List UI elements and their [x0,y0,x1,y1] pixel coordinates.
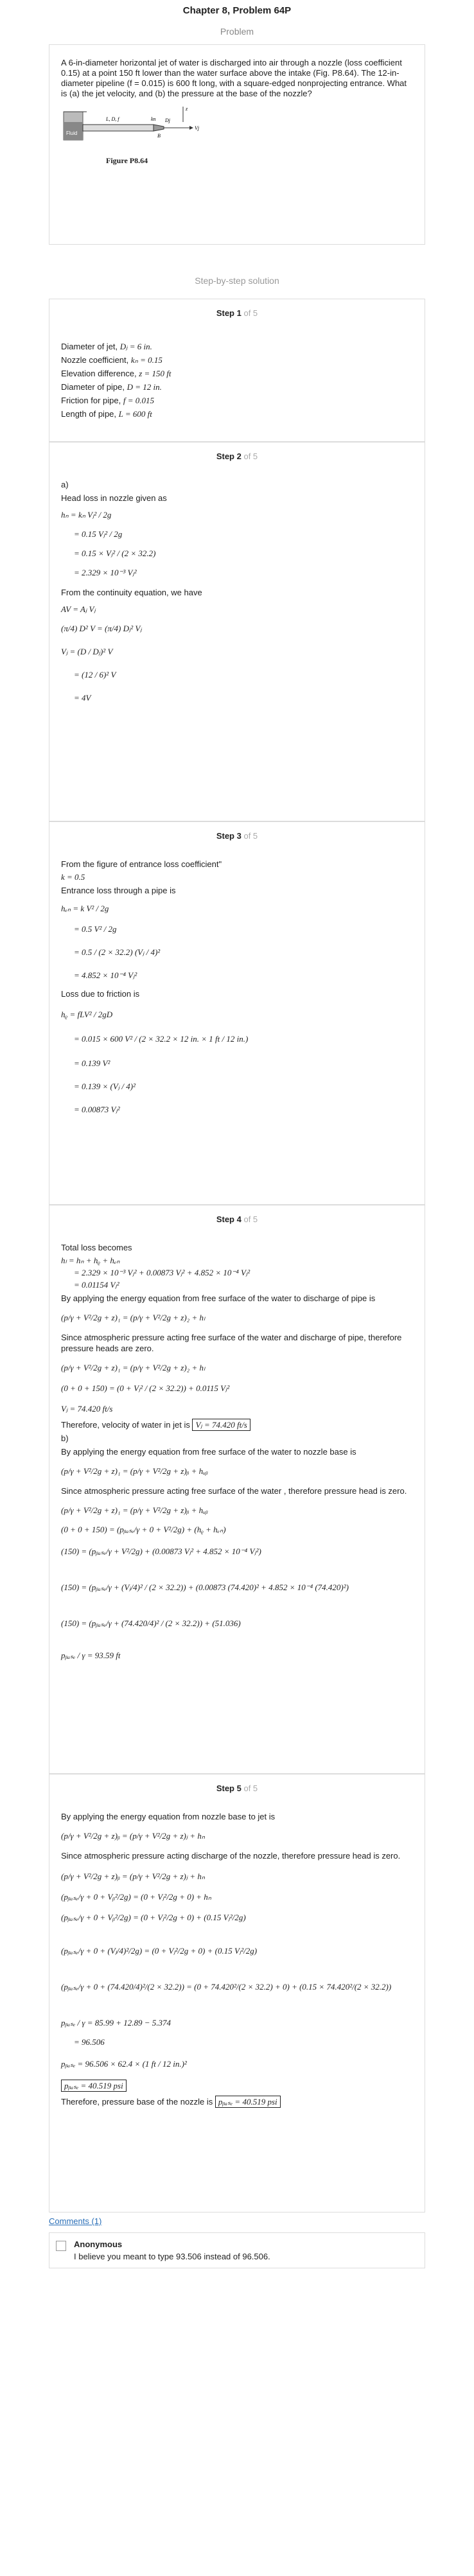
equation: (0 + 0 + 150) = (0 + Vⱼ² / (2 × 32.2)) + 0.0115 Vⱼ² [61,1383,230,1393]
equation: = 0.139 × (Vⱼ / 4)² [74,1082,136,1091]
part-b-label: b) [61,1433,69,1443]
step1-line: Diameter of jet, Dⱼ = 6 in. [61,342,152,351]
equation: k = 0.5 [61,872,85,882]
equation: = 4V [74,693,91,703]
equation: = 2.329 × 10⁻³ Vⱼ² [74,568,137,577]
step1-line: Friction for pipe, f = 0.015 [61,396,154,405]
step-text: Since atmospheric pressure acting free surface of the water and discharge of pipe, therefore pressure heads are zero. [61,1333,402,1353]
equation: hₑₙ = k V² / 2g [61,904,109,913]
step-2-header: Step 2 of 5 [49,442,425,470]
comment-text: I believe you meant to type 93.506 instead of 96.506. [74,2252,270,2261]
step1-line: Diameter of pipe, D = 12 in. [61,382,162,392]
equation: = 0.15 × Vⱼ² / (2 × 32.2) [74,548,156,558]
step-1-header: Step 1 of 5 [216,308,258,318]
step1-line: Elevation difference, z = 150 ft [61,369,171,378]
velocity-answer-line: Therefore, velocity of water in jet is Vⱼ = 74.420 ft/s [61,1419,413,1430]
equation: (0 + 0 + 150) = (pᵦₐₛₑ/γ + 0 + V²/2g) + (hᵨ + hₑₙ) [61,1525,226,1534]
velocity-answer-box: Vⱼ = 74.420 ft/s [192,1419,250,1431]
equation: (150) = (pᵦₐₛₑ/γ + (74.420/4)² / (2 × 32.2)) + (51.036) [61,1618,241,1628]
equation: = 2.329 × 10⁻³ Vⱼ² + 0.00873 Vⱼ² + 4.852 × 10⁻⁴ Vⱼ² [74,1268,250,1277]
equation: (p/γ + V²/2g + z)₁ = (p/γ + V²/2g + z)₂ + hₗ [61,1363,206,1372]
vj-label: Vj [195,125,200,131]
equation: (p/γ + V²/2g + z)₁ = (p/γ + V²/2g + z)ᵦ + hᵤᵦ [61,1466,208,1476]
step-text: From the figure of entrance loss coefficient" [61,859,222,869]
problem-card [49,44,425,245]
comments-section [49,2216,425,2268]
step-4 [49,1205,425,1774]
equation: pᵦₐₛₑ / γ = 93.59 ft [61,1651,121,1660]
equation: (150) = (pᵦₐₛₑ/γ + V²/2g) + (0.00873 Vⱼ² + 4.852 × 10⁻⁴ Vⱼ²) [61,1546,261,1556]
z-label: z [186,106,188,112]
step-text: By applying the energy equation from free surface of the water to nozzle base is [61,1447,356,1457]
dj-label: Dj [165,118,170,123]
problem-heading: Problem [220,26,254,37]
equation: (p/γ + V²/2g + z)ᵦ = (p/γ + V²/2g + z)ⱼ + hₙ [61,1871,206,1881]
equation: (pᵦₐₛₑ/γ + 0 + (Vⱼ/4)²/2g) = (0 + Vⱼ²/2g + 0) + (0.15 Vⱼ²/2g) [61,1946,258,1956]
step-4-header: Step 4 of 5 [49,1205,425,1233]
step-text: From the continuity equation, we have [61,588,202,597]
equation: Vⱼ = (D / Dⱼ)² V [61,647,113,656]
step-text: Entrance loss through a pipe is [61,886,176,895]
equation: = 0.015 × 600 V² / (2 × 32.2 × 12 in. × 1 ft / 12 in.) [74,1034,249,1044]
step1-line: Length of pipe, L = 600 ft [61,409,152,419]
equation: = 0.00873 Vⱼ² [74,1105,120,1114]
pressure-answer-line: Therefore, pressure base of the nozzle is pᵦₐₛₑ = 40.519 psi [61,2096,413,2107]
equation: hₙ = kₙ Vⱼ² / 2g [61,510,112,520]
comment-checkbox[interactable] [56,2241,66,2251]
pressure-result-box: pᵦₐₛₑ = 40.519 psi [61,2080,127,2092]
equation: = 0.139 V² [74,1058,110,1068]
equation: (pᵦₐₛₑ/γ + 0 + (74.420/4)²/(2 × 32.2)) = (0 + 74.420²/(2 × 32.2) + 0) + (0.15 × 74.420²/(2 × 32.2)) [61,1982,392,1992]
equation: Vⱼ = 74.420 ft/s [61,1404,113,1414]
kn-label: kn [151,116,156,122]
equation: = 0.5 / (2 × 32.2) (Vⱼ / 4)² [74,947,161,957]
equation: (p/γ + V²/2g + z)₁ = (p/γ + V²/2g + z)ᵦ + hᵤᵦ [61,1505,208,1515]
equation: (π/4) D² V = (π/4) Dⱼ² Vⱼ [61,624,142,633]
step-text: Since atmospheric pressure acting discharge of the nozzle, therefore pressure head is zero. [61,1851,401,1861]
equation: (p/γ + V²/2g + z)₁ = (p/γ + V²/2g + z)₂ + hₗ [61,1313,206,1322]
equation: = 0.5 V² / 2g [74,924,117,934]
figure-caption: Figure P8.64 [106,156,148,165]
step-text: Head loss in nozzle given as [61,493,167,503]
problem-text: A 6-in-diameter horizontal jet of water is discharged into air through a nozzle (loss coefficient 0.15) at a point 150 ft lower than the water surface above the intake (Fig. P8.64). The 12-in-diameter pipeline (f = 0.015) is 600 ft long, with a square-edged nonprojecting entrance. What is (a) the jet velocity, and (b) the pressure at the base of the nozzle? [61,58,407,98]
pipe-diagram [61,103,202,154]
equation: AV = Aⱼ Vⱼ [61,604,96,614]
step-2 [49,442,425,821]
comment-author: Anonymous [74,2239,123,2249]
comment [49,2232,425,2268]
step-3 [49,821,425,1205]
step-3-header: Step 3 of 5 [49,821,425,850]
equation: pᵦₐₛₑ = 96.506 × 62.4 × (1 ft / 12 in.)² [61,2059,187,2069]
solution-label: Step-by-step solution [195,276,279,286]
ldf-label: L, D, f [106,116,119,122]
equation: (pᵦₐₛₑ/γ + 0 + Vᵦ²/2g) = (0 + Vⱼ²/2g + 0) + (0.15 Vⱼ²/2g) [61,1913,246,1922]
equation: (p/γ + V²/2g + z)ᵦ = (p/γ + V²/2g + z)ⱼ + hₙ [61,1831,206,1841]
step-5-header: Step 5 of 5 [49,1774,425,1802]
page-title: Chapter 8, Problem 64P [182,5,292,16]
pressure-answer-box: pᵦₐₛₑ = 40.519 psi [215,2096,281,2108]
equation: = 4.852 × 10⁻⁴ Vⱼ² [74,970,137,980]
equation: = 0.01154 Vⱼ² [74,1280,119,1290]
equation: = 0.15 Vⱼ² / 2g [74,529,123,539]
equation: hₗ = hₙ + hᵨ + hₑₙ [61,1256,120,1265]
equation: (pᵦₐₛₑ/γ + 0 + Vᵦ²/2g) = (0 + Vⱼ²/2g + 0) + hₙ [61,1892,211,1902]
problem-figure [61,103,202,167]
step-text: Total loss becomes [61,1243,132,1252]
comments-link[interactable]: Comments (1) [49,2216,102,2226]
equation: pᵦₐₛₑ / γ = 85.99 + 12.89 − 5.374 [61,2018,171,2028]
step-1 [49,299,425,442]
equation: = (12 / 6)² V [74,670,116,679]
fluid-label: Fluid [66,130,78,136]
step-text: Since atmospheric pressure acting free surface of the water , therefore pressure head is zero. [61,1486,407,1496]
equation: (150) = (pᵦₐₛₑ/γ + (Vⱼ/4)² / (2 × 32.2)) + (0.00873 (74.420)² + 4.852 × 10⁻⁴ (74.420)²) [61,1582,349,1592]
step-text: Loss due to friction is [61,989,140,999]
b-label: B [157,133,161,139]
part-a-label: a) [61,480,69,489]
equation: hᵨ = fLV² / 2gD [61,1010,113,1019]
equation: = 96.506 [74,2037,105,2047]
step-5 [49,1774,425,2212]
step1-line: Nozzle coefficient, kₙ = 0.15 [61,355,162,365]
step-text: By applying the energy equation from nozzle base to jet is [61,1812,276,1821]
step-text: By applying the energy equation from free surface of the water to discharge of pipe is [61,1293,376,1303]
